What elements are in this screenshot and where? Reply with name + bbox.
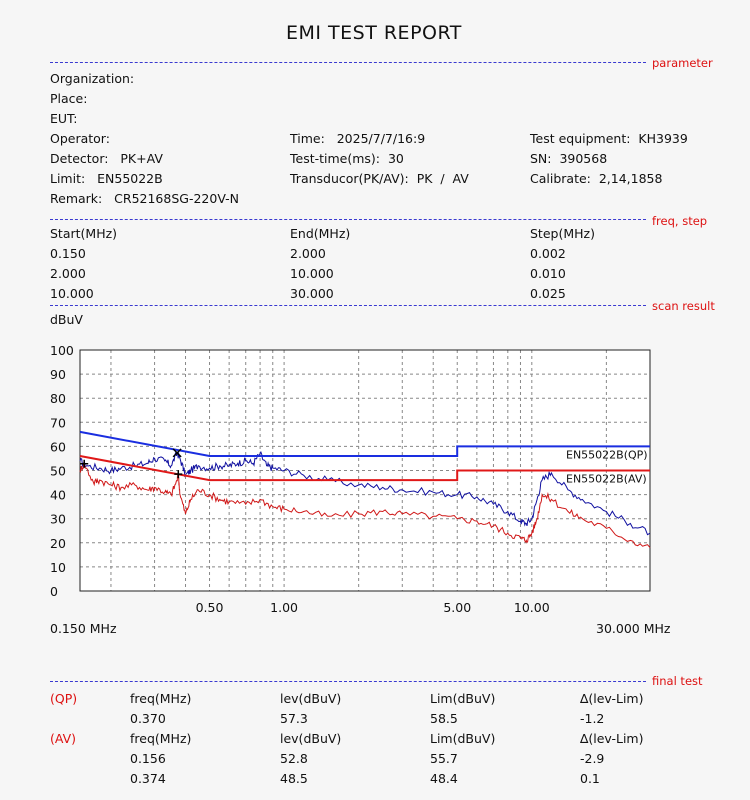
x-min-label: 0.150 MHz	[50, 621, 117, 636]
av-label: (AV)	[50, 731, 77, 746]
av-header-lim: Lim(dBuV)	[430, 731, 496, 746]
freq-cell: 0.025	[530, 286, 566, 301]
av-header-delta: ∆(lev-Lim)	[580, 731, 644, 746]
test-equipment-field: Test equipment: KH3939	[530, 131, 688, 146]
av-cell: 0.1	[580, 771, 600, 786]
y-tick-label: 80	[50, 391, 66, 407]
time-field: Time: 2025/7/7/16:9	[290, 131, 426, 146]
y-tick-label: 90	[50, 367, 66, 383]
section-label-freq-step: freq, step	[652, 214, 708, 228]
freq-cell: 10.000	[290, 266, 334, 281]
test-time-field: Test-time(ms): 30	[290, 151, 404, 166]
qp-header-lev: lev(dBuV)	[280, 691, 342, 706]
freq-header-start: Start(MHz)	[50, 226, 118, 241]
freq-cell: 0.002	[530, 246, 566, 261]
sn-field: SN: 390568	[530, 151, 608, 166]
freq-cell: 2.000	[290, 246, 326, 261]
qp-cell: -1.2	[580, 711, 605, 726]
av-header-freq: freq(MHz)	[130, 731, 192, 746]
av-cell: 0.374	[130, 771, 166, 786]
qp-cell: 58.5	[430, 711, 458, 726]
av-cell: 48.4	[430, 771, 458, 786]
y-tick-label: 50	[50, 463, 66, 479]
freq-cell: 2.000	[50, 266, 86, 281]
x-tick-label: 0.50	[195, 600, 224, 615]
section-label-final-test: final test	[652, 674, 703, 688]
qp-cell: 57.3	[280, 711, 308, 726]
place-field: Place:	[50, 91, 88, 106]
eut-field: EUT:	[50, 111, 78, 126]
limit-label: EN55022B(AV)	[566, 472, 647, 486]
freq-header-end: End(MHz)	[290, 226, 351, 241]
av-header-lev: lev(dBuV)	[280, 731, 342, 746]
freq-cell: 0.150	[50, 246, 86, 261]
x-tick-label: 1.00	[270, 600, 299, 615]
freq-cell: 30.000	[290, 286, 334, 301]
y-tick-label: 0	[50, 584, 58, 599]
operator-field: Operator:	[50, 131, 110, 146]
transducer-field: Transducor(PK/AV): PK / AV	[290, 171, 469, 186]
qp-header-freq: freq(MHz)	[130, 691, 192, 706]
y-tick-label: 30	[50, 511, 66, 527]
section-label-scan-result: scan result	[652, 299, 715, 313]
report-title: EMI TEST REPORT	[286, 22, 462, 44]
section-label-parameter: parameter	[652, 56, 713, 70]
av-cell: 52.8	[280, 751, 308, 766]
freq-header-step: Step(MHz)	[530, 226, 595, 241]
y-tick-label: 10	[50, 559, 66, 575]
qp-header-lim: Lim(dBuV)	[430, 691, 496, 706]
qp-label: (QP)	[50, 691, 78, 706]
freq-cell: 0.010	[530, 266, 566, 281]
y-tick-label: 60	[50, 439, 66, 455]
limit-field: Limit: EN55022B	[50, 171, 163, 186]
x-tick-label: 5.00	[443, 600, 472, 615]
freq-cell: 10.000	[50, 286, 94, 301]
qp-cell: 0.370	[130, 711, 166, 726]
remark-field: Remark: CR52168SG-220V-N	[50, 191, 240, 206]
y-tick-label: 100	[50, 343, 74, 358]
av-cell: -2.9	[580, 751, 605, 766]
x-tick-label: 10.00	[513, 600, 550, 615]
av-cell: 48.5	[280, 771, 308, 786]
y-tick-label: 40	[50, 487, 66, 503]
section-divider	[50, 681, 646, 682]
y-tick-label: 70	[50, 415, 66, 431]
limit-label: EN55022B(QP)	[566, 448, 648, 462]
detector-field: Detector: PK+AV	[50, 151, 163, 166]
x-max-label: 30.000 MHz	[596, 621, 671, 636]
av-cell: 55.7	[430, 751, 458, 766]
qp-header-delta: ∆(lev-Lim)	[580, 691, 644, 706]
y-tick-label: 20	[50, 535, 66, 551]
calibrate-field: Calibrate: 2,14,1858	[530, 171, 663, 186]
organization-field: Organization:	[50, 71, 135, 86]
chart-ylabel: dBuV	[50, 312, 83, 327]
av-cell: 0.156	[130, 751, 166, 766]
